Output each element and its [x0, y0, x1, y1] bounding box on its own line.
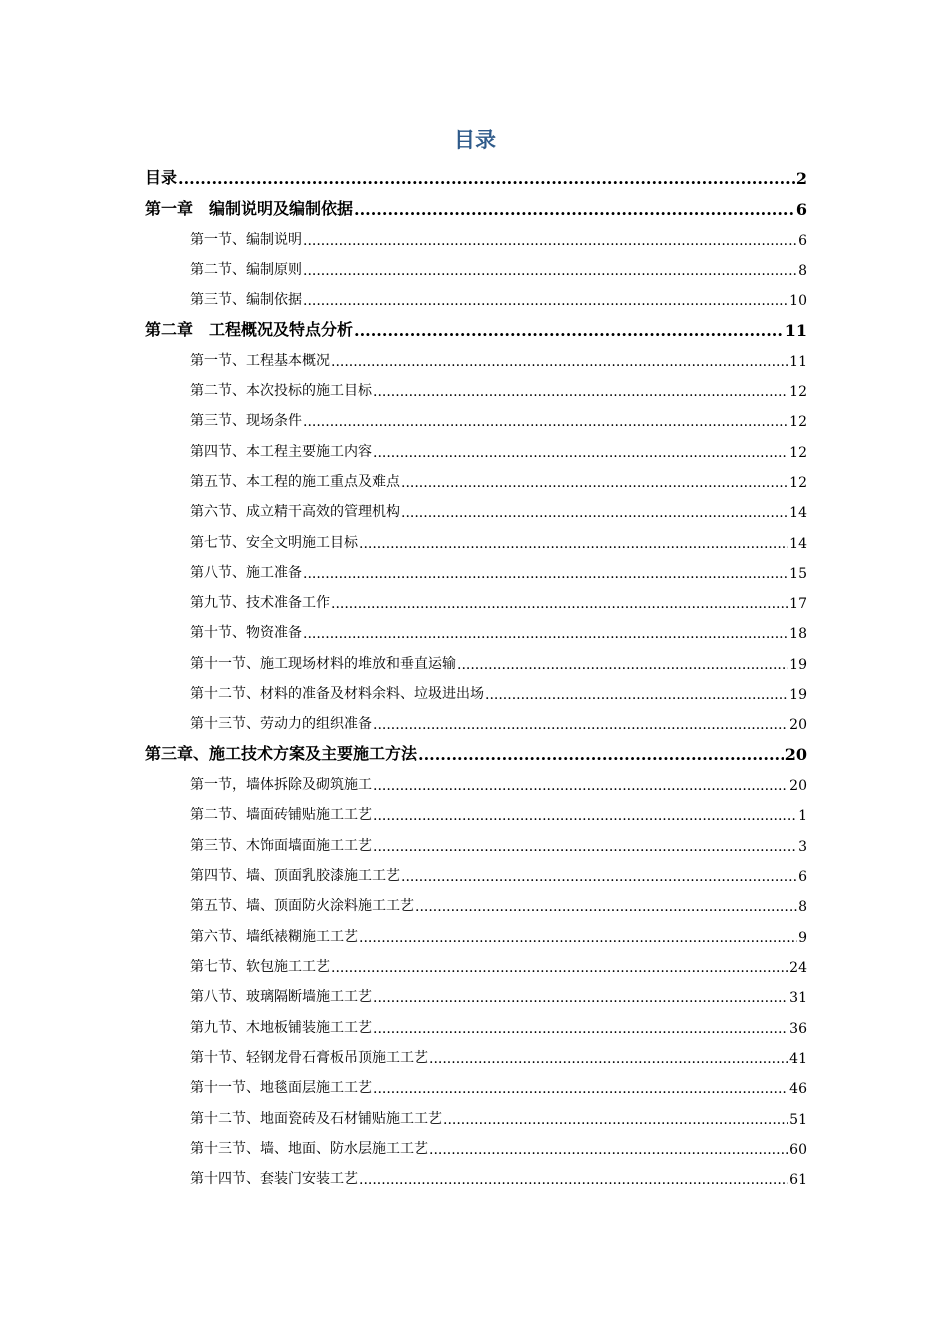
toc-entry[interactable] — [190, 1104, 807, 1128]
page-title: 目录 — [454, 128, 496, 152]
toc-entry-label: 第三节、现场条件 — [190, 413, 302, 429]
toc-entry-page: 19 — [789, 687, 807, 703]
toc-entry-page: 6 — [798, 233, 807, 249]
toc-leader — [373, 778, 788, 794]
toc-leader — [373, 1021, 788, 1037]
toc-entry[interactable] — [190, 588, 807, 612]
toc-leader — [373, 1081, 788, 1097]
toc-entry[interactable] — [190, 831, 807, 855]
toc-entry-label: 第四节、本工程主要施工内容 — [190, 444, 372, 460]
toc-entry-label: 第二节、本次投标的施工目标 — [190, 383, 372, 399]
toc-entry[interactable] — [145, 738, 807, 764]
toc-entry-label: 第七节、安全文明施工目标 — [190, 535, 358, 551]
toc-entry-page: 18 — [789, 626, 807, 642]
toc-entry-page: 19 — [789, 657, 807, 673]
toc-leader — [373, 384, 788, 400]
toc-entry-label: 第一节、编制说明 — [190, 232, 302, 248]
toc-entry-label: 第十节、轻钢龙骨石膏板吊顶施工工艺 — [190, 1050, 428, 1066]
toc-leader — [373, 808, 797, 824]
toc-entry-page: 14 — [789, 505, 807, 521]
toc-entry-label: 第十二节、地面瓷砖及石材铺贴施工工艺 — [190, 1111, 442, 1127]
toc-entry-page: 2 — [795, 169, 807, 188]
toc-entry-page: 10 — [789, 293, 807, 309]
toc-entry-page: 17 — [789, 596, 807, 612]
toc-entry-label: 第三章、施工技术方案及主要施工方法 — [145, 744, 418, 763]
toc-entry-page: 12 — [789, 445, 807, 461]
toc-entry-page: 61 — [789, 1172, 807, 1188]
toc-entry-label: 第五节、本工程的施工重点及难点 — [190, 474, 400, 490]
toc-entry-label: 第十二节、材料的准备及材料余料、垃圾进出场 — [190, 686, 484, 702]
toc-leader — [373, 717, 788, 733]
toc-entry[interactable] — [190, 709, 807, 733]
toc-entry[interactable] — [190, 376, 807, 400]
toc-entry[interactable] — [190, 770, 807, 794]
toc-leader — [429, 1142, 788, 1158]
toc-entry-page: 6 — [798, 869, 807, 885]
toc-entry-label: 第一节、工程基本概况 — [190, 353, 330, 369]
toc-leader — [331, 596, 788, 612]
toc-entry-page: 8 — [798, 899, 807, 915]
toc-entry-label: 第二节、墙面砖铺贴施工工艺 — [190, 807, 372, 823]
toc-leader — [401, 505, 788, 521]
toc-entry-page: 1 — [798, 808, 807, 824]
toc-entry-label: 第十四节、套装门安装工艺 — [190, 1171, 358, 1187]
toc-leader — [303, 414, 788, 430]
toc-entry[interactable] — [190, 891, 807, 915]
toc-entry-label: 第一章 编制说明及编制依据 — [145, 199, 354, 218]
toc-leader — [303, 233, 797, 249]
toc-leader — [303, 263, 797, 279]
toc-entry-label: 第七节、软包施工工艺 — [190, 959, 330, 975]
toc-leader — [401, 475, 788, 491]
toc-entry-page: 8 — [798, 263, 807, 279]
toc-entry-page: 36 — [789, 1021, 807, 1037]
toc-entry-page: 3 — [798, 839, 807, 855]
toc-entry-label: 第十三节、劳动力的组织准备 — [190, 716, 372, 732]
toc-entry[interactable] — [145, 314, 807, 340]
toc-entry[interactable] — [190, 649, 807, 673]
toc-entry-label: 第六节、成立精干高效的管理机构 — [190, 504, 400, 520]
toc-entry-label: 第十节、物资准备 — [190, 625, 302, 641]
toc-entry-label: 第九节、木地板铺装施工工艺 — [190, 1020, 372, 1036]
toc-entry[interactable] — [190, 861, 807, 885]
toc-entry-label: 第三节、编制依据 — [190, 292, 302, 308]
toc-entry-page: 51 — [789, 1112, 807, 1128]
toc-entry[interactable] — [190, 922, 807, 946]
toc-entry-page: 31 — [789, 990, 807, 1006]
toc-entry[interactable] — [190, 225, 807, 249]
toc-entry-label: 第十一节、地毯面层施工工艺 — [190, 1080, 372, 1096]
toc-leader — [401, 869, 797, 885]
toc-entry-page: 11 — [789, 354, 807, 370]
toc-entry[interactable] — [190, 679, 807, 703]
toc-leader — [354, 200, 795, 219]
toc-entry[interactable] — [190, 528, 807, 552]
toc-entry-page: 12 — [789, 414, 807, 430]
toc-entry-label: 第八节、玻璃隔断墙施工工艺 — [190, 989, 372, 1005]
toc-leader — [178, 169, 795, 188]
toc-entry-label: 第一节，墙体拆除及砌筑施工 — [190, 777, 372, 793]
toc-leader — [331, 354, 788, 370]
toc-entry-page: 41 — [789, 1051, 807, 1067]
toc-leader — [303, 293, 788, 309]
toc-entry-label: 第八节、施工准备 — [190, 565, 302, 581]
toc-entry[interactable] — [190, 437, 807, 461]
toc-entry[interactable] — [190, 952, 807, 976]
toc-entry[interactable] — [190, 800, 807, 824]
toc-entry-label: 第二章 工程概况及特点分析 — [145, 320, 354, 339]
toc-leader — [331, 960, 788, 976]
toc-entry-page: 60 — [789, 1142, 807, 1158]
toc-entry[interactable] — [190, 1043, 807, 1067]
toc-entry[interactable] — [190, 406, 807, 430]
toc-entry-page: 11 — [784, 321, 807, 340]
toc-leader — [485, 687, 788, 703]
toc-entry-page: 24 — [789, 960, 807, 976]
toc-entry-label: 第十三节、墙、地面、防水层施工工艺 — [190, 1141, 428, 1157]
toc-entry-page: 14 — [789, 536, 807, 552]
toc-entry-label: 第五节、墙、顶面防火涂料施工工艺 — [190, 898, 414, 914]
toc-entry-page: 12 — [789, 475, 807, 491]
toc-entry-label: 第十一节、施工现场材料的堆放和垂直运输 — [190, 656, 456, 672]
toc-leader — [303, 626, 788, 642]
toc-entry[interactable] — [190, 1013, 807, 1037]
toc-entry[interactable] — [190, 618, 807, 642]
toc-entry[interactable] — [190, 346, 807, 370]
toc-leader — [457, 657, 788, 673]
toc-entry[interactable] — [190, 982, 807, 1006]
toc-entry[interactable] — [145, 162, 807, 188]
toc-leader — [359, 536, 788, 552]
toc-entry[interactable] — [190, 285, 807, 309]
toc-entry[interactable] — [190, 1164, 807, 1188]
toc-entry[interactable] — [190, 1073, 807, 1097]
toc-leader — [303, 566, 788, 582]
toc-entry[interactable] — [190, 497, 807, 521]
toc-entry-page: 9 — [798, 930, 807, 946]
toc-entry-label: 第二节、编制原则 — [190, 262, 302, 278]
toc-entry-page: 12 — [789, 384, 807, 400]
toc-entry-label: 第九节、技术准备工作 — [190, 595, 330, 611]
toc-leader — [373, 839, 797, 855]
toc-entry-label: 第三节、木饰面墙面施工工艺 — [190, 838, 372, 854]
toc-entry-label: 第六节、墙纸裱糊施工工艺 — [190, 929, 358, 945]
toc-entry-label: 第四节、墙、顶面乳胶漆施工工艺 — [190, 868, 400, 884]
toc-leader — [429, 1051, 788, 1067]
toc-entry[interactable] — [190, 1134, 807, 1158]
toc-entry-page: 20 — [784, 745, 807, 764]
toc-entry-page: 20 — [789, 717, 807, 733]
toc-leader — [373, 445, 788, 461]
toc-entry[interactable] — [190, 255, 807, 279]
toc-leader — [354, 321, 784, 340]
toc-entry-page: 20 — [789, 778, 807, 794]
toc-leader — [443, 1112, 788, 1128]
toc-leader — [373, 990, 788, 1006]
toc-entry[interactable] — [190, 558, 807, 582]
toc-leader — [418, 745, 784, 764]
toc-leader — [359, 930, 797, 946]
toc-entry-label: 目录 — [145, 168, 178, 187]
toc-entry[interactable] — [190, 467, 807, 491]
toc-entry-page: 6 — [795, 200, 807, 219]
toc-leader — [415, 899, 797, 915]
toc-entry[interactable] — [145, 193, 807, 219]
toc-leader — [359, 1172, 788, 1188]
toc-entry-page: 15 — [789, 566, 807, 582]
toc-entry-page: 46 — [789, 1081, 807, 1097]
